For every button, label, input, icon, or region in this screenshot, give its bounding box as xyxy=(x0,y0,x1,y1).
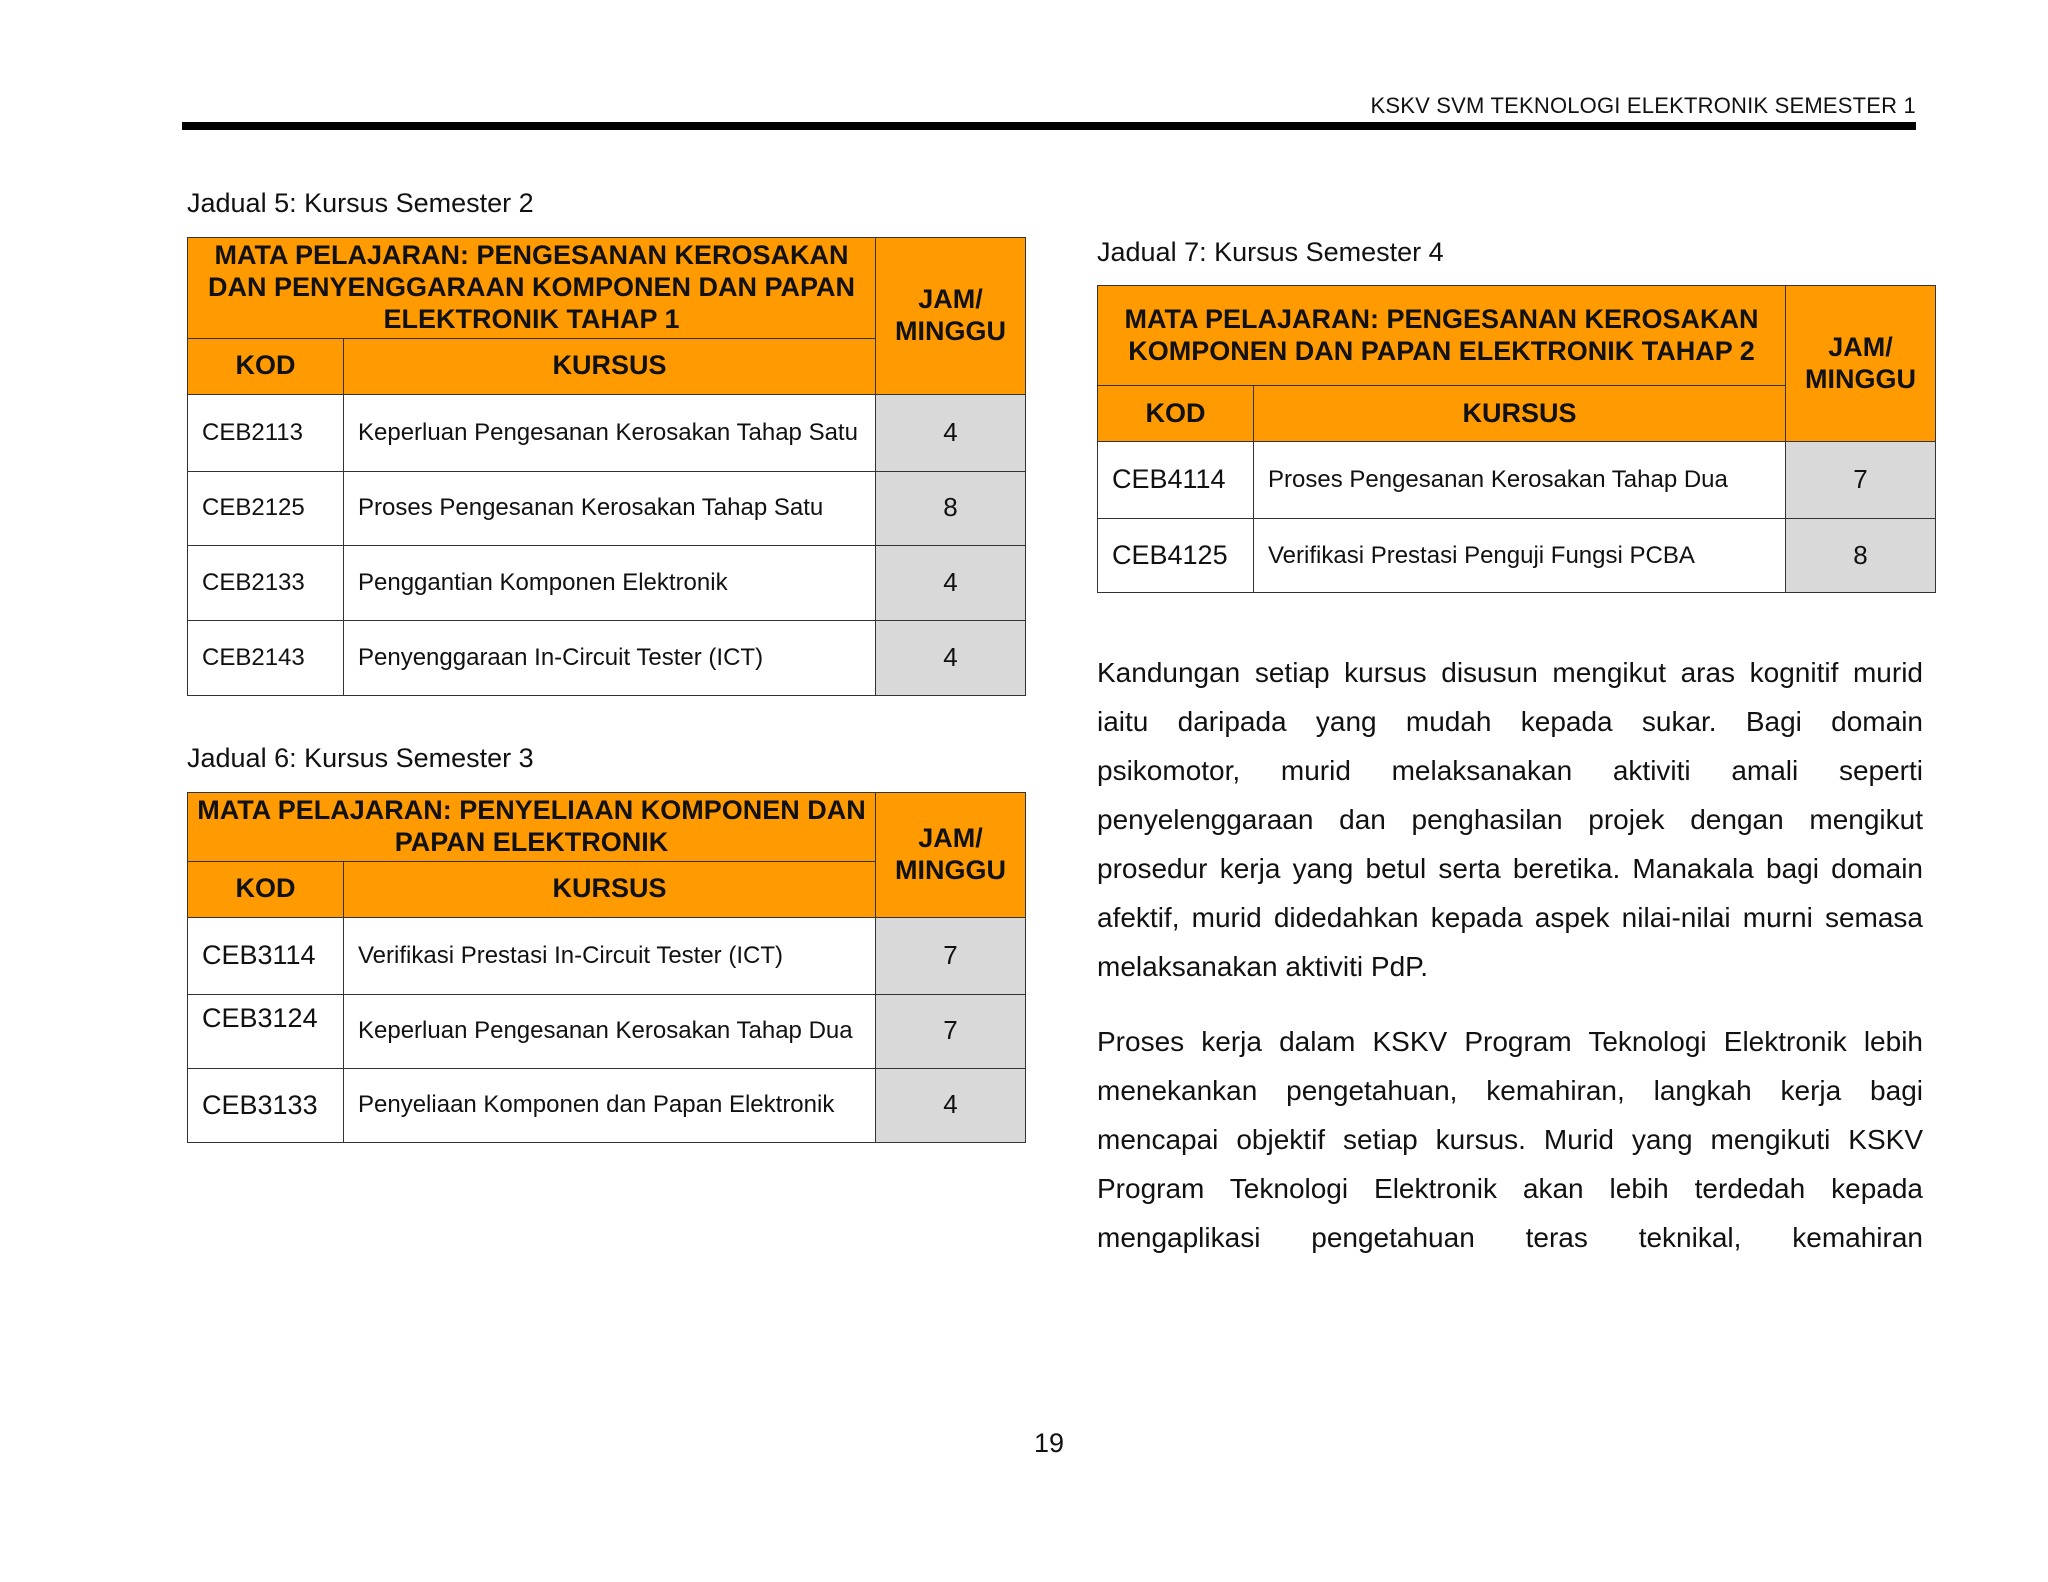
table5-row4-kursus: Penyenggaraan In-Circuit Tester (ICT) xyxy=(344,620,876,695)
paragraph-2: Proses kerja dalam KSKV Program Teknologi Elektronik lebih menekankan pengetahuan, kemahiran, langkah kerja bagi mencapai objektif setiap kursus. Murid yang mengikuti KSKV Program Teknologi Elektronik akan lebih terdedah kepada mengaplikasi pengetahuan teras teknikal, kemahiran xyxy=(1097,1026,1923,1253)
table5-title: MATA PELAJARAN: PENGESANAN KEROSAKAN DAN PENYENGGARAAN KOMPONEN DAN PAPAN ELEKTRONIK TAHAP 1 xyxy=(188,238,876,339)
table-row xyxy=(188,994,1026,1068)
table-row xyxy=(188,545,1026,620)
table6-row1-kod: CEB3114 xyxy=(188,917,344,994)
table-row xyxy=(188,917,1026,994)
table6-row2-kursus: Keperluan Pengesanan Kerosakan Tahap Dua xyxy=(344,994,876,1068)
table7-header-kod: KOD xyxy=(1098,386,1254,442)
table6-header-jam: JAM/ MINGGU xyxy=(876,793,1026,918)
table5-caption: Jadual 5: Kursus Semester 2 xyxy=(187,188,534,218)
table6-row3-kursus: Penyeliaan Komponen dan Papan Elektronik xyxy=(344,1068,876,1142)
table6 xyxy=(187,792,1026,1143)
table7-header-jam: JAM/ MINGGU xyxy=(1786,286,1936,442)
table6-header-kursus: KURSUS xyxy=(344,861,876,917)
table6-row2-jam: 7 xyxy=(876,994,1026,1068)
table-row xyxy=(188,1068,1026,1142)
table6-row3-kod: CEB3133 xyxy=(188,1068,344,1142)
table5-header-kursus: KURSUS xyxy=(344,338,876,394)
table5-row3-kod: CEB2133 xyxy=(188,545,344,620)
body-text xyxy=(1097,648,1923,1288)
table6-row1-jam: 7 xyxy=(876,917,1026,994)
table7-row2-kursus: Verifikasi Prestasi Penguji Fungsi PCBA xyxy=(1254,519,1786,593)
table7-caption: Jadual 7: Kursus Semester 4 xyxy=(1097,237,1444,267)
table5-row3-jam: 4 xyxy=(876,545,1026,620)
table7-row2-kod: CEB4125 xyxy=(1098,519,1254,593)
paragraph-1: Kandungan setiap kursus disusun mengikut aras kognitif murid iaitu daripada yang mudah kepada sukar. Bagi domain psikomotor, murid melaksanakan aktiviti amali seperti penyelenggaraan dan penghasilan projek dengan mengikut prosedur kerja yang betul serta beretika. Manakala bagi domain afektif, murid didedahkan kepada aspek nilai-nilai murni semasa melaksanakan aktiviti PdP. xyxy=(1097,657,1923,982)
table7-row1-kod: CEB4114 xyxy=(1098,442,1254,519)
table-row xyxy=(188,620,1026,695)
table5-row2-jam: 8 xyxy=(876,471,1026,545)
table5-row2-kod: CEB2125 xyxy=(188,471,344,545)
table5-row1-kod: CEB2113 xyxy=(188,394,344,471)
table5-row4-kod: CEB2143 xyxy=(188,620,344,695)
table7-row2-jam: 8 xyxy=(1786,519,1936,593)
page-header-title: KSKV SVM TEKNOLOGI ELEKTRONIK SEMESTER 1 xyxy=(1370,93,1916,118)
table6-caption: Jadual 6: Kursus Semester 3 xyxy=(187,743,534,773)
table5-row3-kursus: Penggantian Komponen Elektronik xyxy=(344,545,876,620)
table6-row2-kod: CEB3124 xyxy=(188,994,344,1068)
table6-row1-kursus: Verifikasi Prestasi In-Circuit Tester (ICT) xyxy=(344,917,876,994)
table-row xyxy=(1098,519,1936,593)
table5-row2-kursus: Proses Pengesanan Kerosakan Tahap Satu xyxy=(344,471,876,545)
table6-row3-jam: 4 xyxy=(876,1068,1026,1142)
table7-header-kursus: KURSUS xyxy=(1254,386,1786,442)
table7-row1-jam: 7 xyxy=(1786,442,1936,519)
table5-row4-jam: 4 xyxy=(876,620,1026,695)
table5 xyxy=(187,237,1026,696)
table6-title: MATA PELAJARAN: PENYELIAAN KOMPONEN DAN PAPAN ELEKTRONIK xyxy=(188,793,876,862)
header-rule xyxy=(182,122,1916,130)
table5-header-jam: JAM/ MINGGU xyxy=(876,238,1026,395)
table5-row1-kursus: Keperluan Pengesanan Kerosakan Tahap Satu xyxy=(344,394,876,471)
table7-row1-kursus: Proses Pengesanan Kerosakan Tahap Dua xyxy=(1254,442,1786,519)
table6-header-kod: KOD xyxy=(188,861,344,917)
table5-row1-jam: 4 xyxy=(876,394,1026,471)
table7-title: MATA PELAJARAN: PENGESANAN KEROSAKAN KOMPONEN DAN PAPAN ELEKTRONIK TAHAP 2 xyxy=(1098,286,1786,386)
table7 xyxy=(1097,285,1936,593)
table-row xyxy=(188,471,1026,545)
page-number: 19 xyxy=(1034,1428,1065,1458)
table5-header-kod: KOD xyxy=(188,338,344,394)
table-row xyxy=(188,394,1026,471)
table-row xyxy=(1098,442,1936,519)
